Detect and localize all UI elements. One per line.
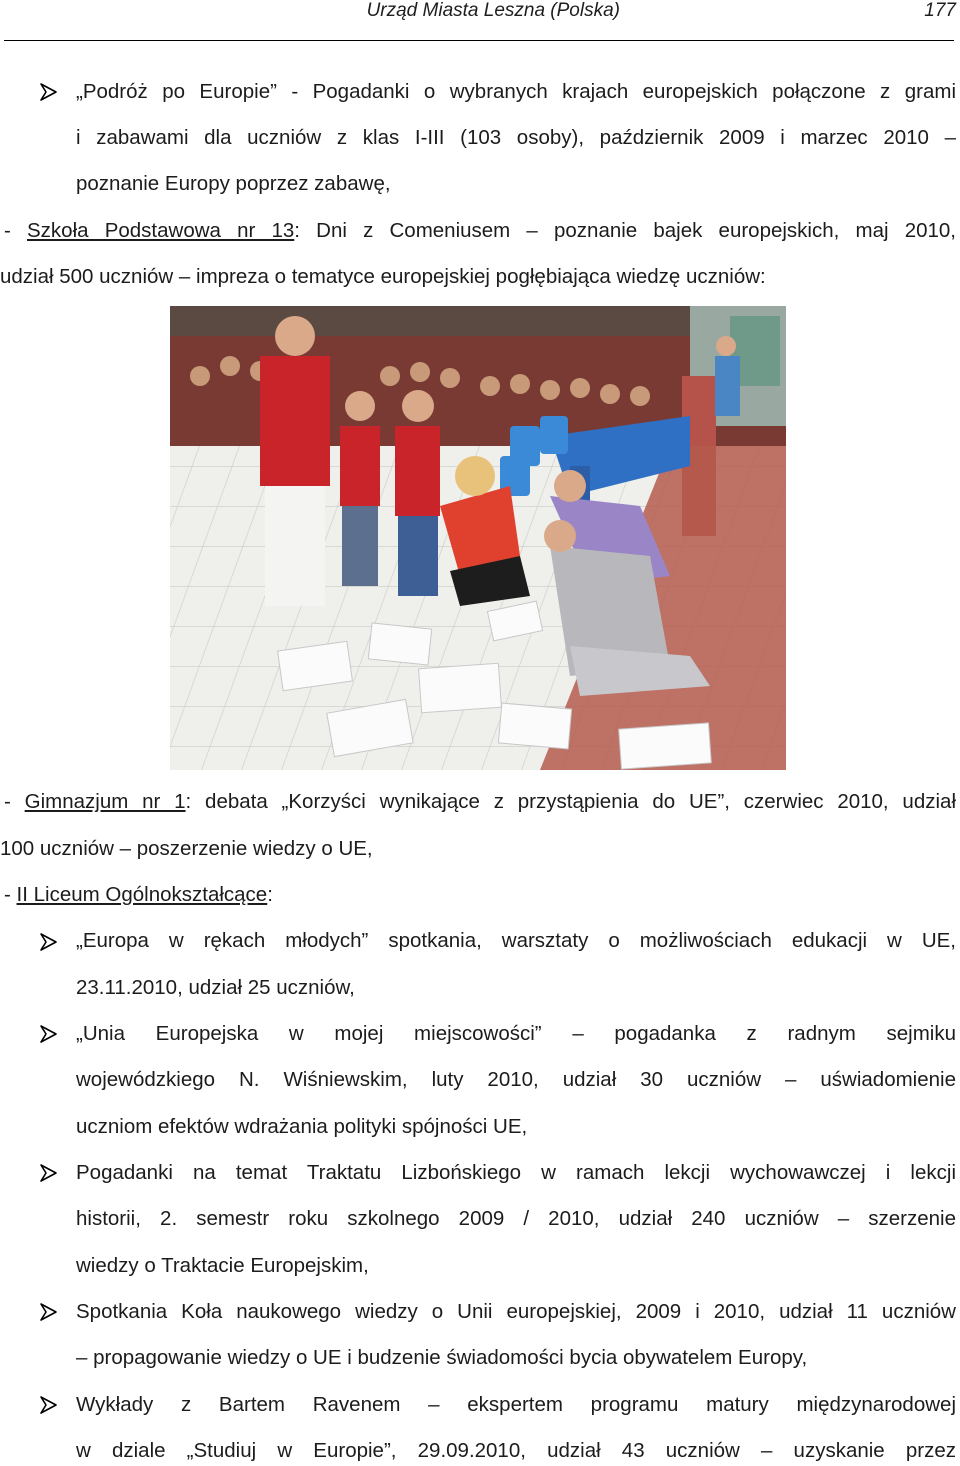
text-line: Wykłady z Bartem Ravenem – ekspertem programu matury międzynarodowej bbox=[76, 1393, 956, 1416]
arrow-bullet-icon bbox=[38, 1302, 60, 1322]
arrow-bullet-icon bbox=[38, 82, 60, 102]
event-photo bbox=[170, 306, 786, 770]
text-line: Spotkania Koła naukowego wiedzy o Unii europejskiej, 2009 i 2010, udział 11 uczniów bbox=[76, 1300, 956, 1323]
arrow-bullet-icon bbox=[38, 1024, 60, 1044]
text-fragment: : Dni z Comeniusem – poznanie bajek europejskich, maj 2010, bbox=[294, 219, 956, 242]
text-fragment: : debata „Korzyści wynikające z przystąpienia do UE”, czerwiec 2010, udział bbox=[185, 790, 956, 813]
text-line bbox=[4, 219, 956, 243]
text-line: wojewódzkiego N. Wiśniewskim, luty 2010, udział 30 uczniów – uświadomienie bbox=[76, 1068, 956, 1091]
school-name-link: Gimnazjum nr 1 bbox=[24, 790, 186, 813]
page-header bbox=[0, 0, 960, 24]
text-line: „Europa w rękach młodych” spotkania, warsztaty o możliwościach edukacji w UE, bbox=[76, 929, 956, 952]
text-line: 23.11.2010, udział 25 uczniów, bbox=[76, 976, 355, 999]
text-line: uczniom efektów wdrażania polityki spójności UE, bbox=[76, 1115, 528, 1138]
arrow-bullet-icon bbox=[38, 1163, 60, 1183]
text-line: i zabawami dla uczniów z klas I-III (103 osoby), październik 2009 i marzec 2010 – bbox=[76, 126, 956, 149]
text-line: wiedzy o Traktacie Europejskim, bbox=[76, 1254, 369, 1277]
text-line: Pogadanki na temat Traktatu Lizbońskiego w ramach lekcji wychowawczej i lekcji bbox=[76, 1161, 956, 1184]
school-name-link: II Liceum Ogólnokształcące bbox=[16, 883, 268, 906]
text-line: – propagowanie wiedzy o UE i budzenie świadomości bycia obywatelem Europy, bbox=[76, 1346, 808, 1369]
school-name-link: Szkoła Podstawowa nr 13 bbox=[27, 219, 295, 242]
text-line: historii, 2. semestr roku szkolnego 2009 / 2010, udział 240 uczniów – szerzenie bbox=[76, 1207, 956, 1230]
text-fragment: - bbox=[4, 883, 17, 906]
text-line bbox=[4, 790, 956, 814]
text-line bbox=[4, 883, 273, 907]
arrow-bullet-icon bbox=[38, 932, 60, 952]
page-number: 177 bbox=[924, 0, 956, 21]
text-line: 100 uczniów – poszerzenie wiedzy o UE, bbox=[0, 837, 373, 860]
text-fragment: - bbox=[4, 219, 27, 242]
text-fragment: : bbox=[267, 883, 273, 906]
text-line: w dziale „Studiuj w Europie”, 29.09.2010, udział 43 uczniów – uzyskanie przez bbox=[76, 1439, 956, 1462]
text-fragment: - bbox=[4, 790, 25, 813]
arrow-bullet-icon bbox=[38, 1395, 60, 1415]
header-rule bbox=[4, 40, 954, 41]
text-line: poznanie Europy poprzez zabawę, bbox=[76, 172, 391, 195]
event-photo-illustration bbox=[170, 306, 786, 770]
text-line: udział 500 uczniów – impreza o tematyce europejskiej pogłębiająca wiedzę uczniów: bbox=[0, 265, 766, 288]
header-title: Urząd Miasta Leszna (Polska) bbox=[366, 0, 620, 21]
text-line: „Unia Europejska w mojej miejscowości” – pogadanka z radnym sejmiku bbox=[76, 1022, 956, 1045]
text-line: „Podróż po Europie” - Pogadanki o wybranych krajach europejskich połączone z grami bbox=[76, 80, 956, 103]
